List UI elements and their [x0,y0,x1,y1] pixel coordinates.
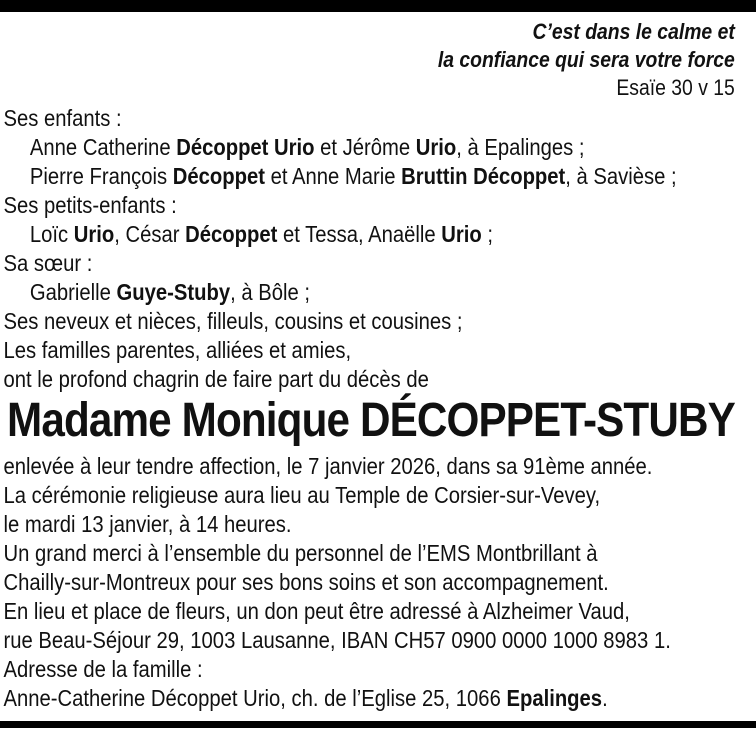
text-segment: Pierre François [29,163,173,189]
bottom-rule [0,721,756,728]
family-name-bold: Décoppet Urio [176,134,315,160]
notice-line [4,365,756,394]
text-segment: Anne-Catherine Décoppet Urio, ch. de l’Eglise 25, 1066 [3,685,507,711]
notice-line [4,336,756,365]
family-name-bold: Urio [441,221,482,247]
family-name-bold: Urio [73,221,115,247]
epigraph-line: C’est dans le calme et [532,19,735,44]
text-segment: et Jérôme [314,134,416,160]
text-segment: Loïc [29,221,74,247]
text-segment: Gabrielle [29,279,117,305]
text-segment: Anne Catherine [29,134,177,160]
text-segment: Les familles parentes, alliées et amies, [3,337,352,363]
notice-line [4,249,756,278]
text-segment: Un grand merci à l’ensemble du personnel de l’EMS Montbrillant à [3,540,598,566]
notice-line [4,597,756,626]
text-segment: . [602,685,608,711]
notice-line [4,162,756,191]
notice-line [4,568,756,597]
notice-line [4,626,756,655]
text-segment: Chailly-sur-Montreux pour ses bons soins et son accompagnement. [3,569,609,595]
text-segment: La cérémonie religieuse aura lieu au Temple de Corsier-sur-Vevey, [3,482,601,508]
family-name-bold: Guye-Stuby [116,279,231,305]
text-segment: ; [481,221,494,247]
epigraph-reference: Esaïe 30 v 15 [616,75,735,100]
text-segment: , César [114,221,186,247]
text-segment: enlevée à leur tendre affection, le 7 janvier 2026, dans sa 91ème année. [3,453,653,479]
text-segment: , à Epalinges ; [456,134,585,160]
text-segment: En lieu et place de fleurs, un don peut être adressé à Alzheimer Vaud, [3,598,630,624]
notice-line [4,133,756,162]
text-segment: et Anne Marie [264,163,402,189]
family-name-bold: Décoppet [185,221,278,247]
epigraph [0,18,756,102]
family-name-bold: Bruttin Décoppet [401,163,566,189]
notice-line [4,104,756,133]
family-name-bold: Urio [415,134,457,160]
epigraph-line: la confiance qui sera votre force [437,47,735,72]
announcement-lines [0,452,756,713]
family-lines [0,104,756,394]
family-name-bold: Décoppet [172,163,265,189]
text-segment: le mardi 13 janvier, à 14 heures. [3,511,292,537]
notice-line [4,510,756,539]
notice-line [4,684,756,713]
text-segment: ont le profond chagrin de faire part du décès de [3,366,429,392]
deceased-name-title: Madame Monique DÉCOPPET-STUBY [7,394,735,447]
notice-line [4,539,756,568]
text-segment: , à Savièse ; [565,163,677,189]
notice-line [4,452,756,481]
notice-line [4,191,756,220]
notice-content [0,12,756,713]
text-segment: Ses enfants : [3,105,122,131]
notice-line [4,278,756,307]
text-segment: Ses petits-enfants : [3,192,177,218]
text-segment: et Tessa, Anaëlle [277,221,442,247]
text-segment: rue Beau-Séjour 29, 1003 Lausanne, IBAN CH57 0900 0000 1000 8983 1. [3,627,671,653]
text-segment: Ses neveux et nièces, filleuls, cousins et cousines ; [3,308,463,334]
notice-line [4,481,756,510]
text-segment: , à Bôle ; [230,279,311,305]
notice-line [4,307,756,336]
text-segment: Sa sœur : [3,250,93,276]
top-rule [0,0,756,12]
notice-line [4,655,756,684]
notice-line [4,220,756,249]
family-name-bold: Epalinges [506,685,603,711]
text-segment: Adresse de la famille : [3,656,203,682]
